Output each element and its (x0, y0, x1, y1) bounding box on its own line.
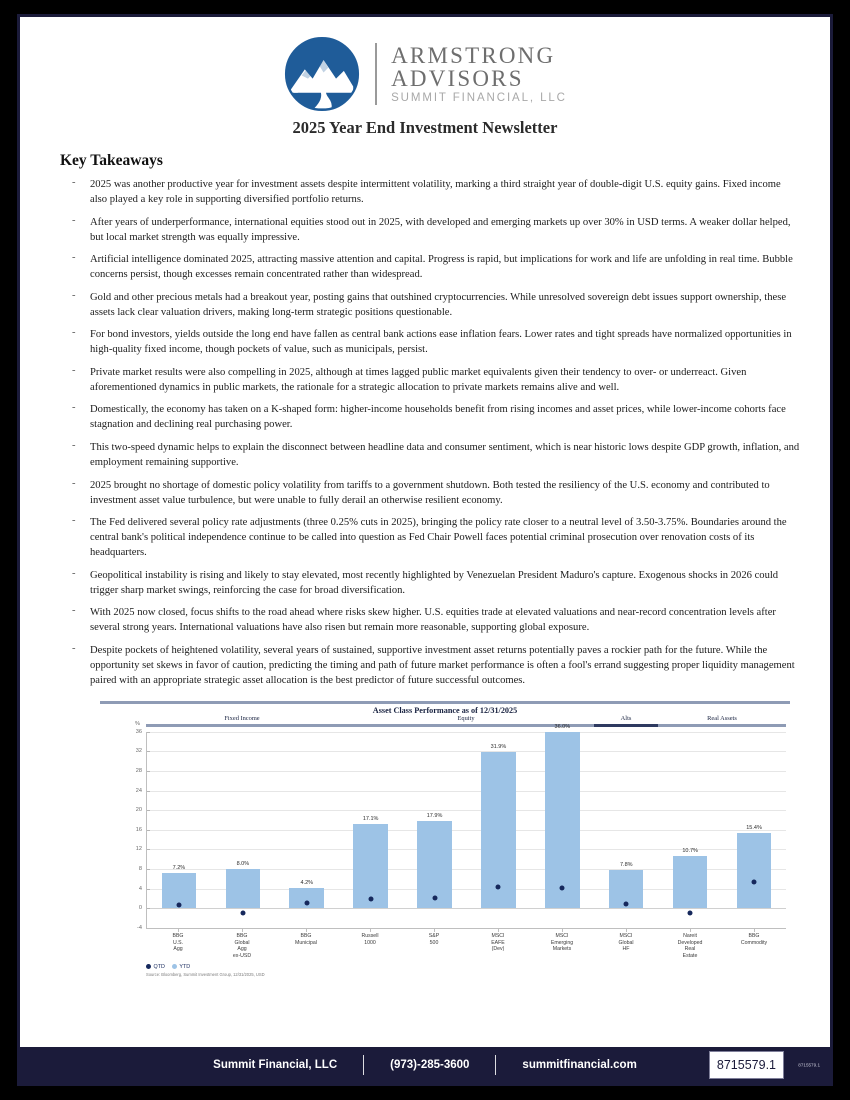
chart-x-axis-labels (146, 928, 786, 962)
takeaway-item: - Gold and other precious metals had a breakout year, posting gains that outshined cryptocurrencies. While unresolved sovereign debt issues support ownership, these assets lack clear valuation drivers, making long-term strategic positions questionable. (68, 290, 800, 320)
chart-source-note: Source: Bloomberg, Summit Investment Group, 12/31/2025, USD (146, 971, 265, 977)
takeaway-item: - 2025 was another productive year for investment assets despite intermittent volatility, marking a third straight year of double-digit U.S. equity gains. Fixed income also played a key role in supporting diversified portfolio returns. (68, 177, 800, 207)
x-axis-tick-mark (306, 929, 307, 932)
brand-line-3: SUMMIT FINANCIAL, LLC (391, 91, 567, 104)
y-axis-tick-label: 24 (136, 788, 147, 794)
chart-gridline (147, 908, 786, 909)
x-axis-category-label: MSCI Global HF (618, 932, 634, 953)
chart-gridline (147, 771, 786, 772)
chart-bar-value-label: 10.7% (682, 847, 698, 854)
takeaway-item: - With 2025 now closed, focus shifts to the road ahead where risks skew higher. U.S. equities trade at elevated valuations and near-record concentration levels after several strong years. International valuations have also risen but remain more reasonable, supporting global exposure. (68, 605, 800, 635)
footer-divider-2 (495, 1055, 496, 1075)
x-axis-category-label: S&P 500 (428, 932, 440, 946)
chart-bar-value-label: 7.2% (172, 864, 186, 871)
chart-bar-value-label: 17.9% (426, 812, 443, 819)
brand-line-2: ADVISORS (391, 65, 524, 91)
chart-group-label: Real Assets (707, 714, 737, 722)
chart-qtd-marker (432, 895, 437, 900)
chart-qtd-marker (752, 879, 757, 884)
x-axis-category-label: BBG Municipal (295, 932, 317, 946)
x-axis-tick-mark (754, 929, 755, 932)
chart-qtd-marker (240, 910, 245, 915)
legend-label-qtd: QTD (153, 963, 165, 970)
chart-group-rule (594, 724, 658, 727)
y-axis-tick-label: 20 (136, 807, 147, 813)
x-axis-tick-mark (498, 929, 499, 932)
chart-bar-value-label: 31.9% (490, 743, 507, 750)
chart-bar-value-label: 15.4% (746, 824, 762, 831)
takeaway-item: - 2025 brought no shortage of domestic policy volatility from tariffs to a government shutdown. Both tested the resiliency of the U.S. economy and contributed to investment asset value turbulence, but were unable to fully derail an otherwise resilient economy. (68, 478, 800, 508)
chart-qtd-marker (304, 900, 309, 905)
takeaway-item: - For bond investors, yields outside the long end have fallen as central bank actions ease inflation fears. Lower rates and tight spreads have normalized opportunities in high-quality fixed income, though pockets of value, such as municipals, persist. (68, 327, 800, 357)
legend-item-ytd (172, 964, 190, 970)
section-title-key-takeaways: Key Takeaways (60, 152, 163, 169)
legend-label-ytd: YTD (179, 963, 191, 970)
takeaway-item: - Artificial intelligence dominated 2025, attracting massive attention and capital. Progress is rapid, but implications for work and life are unfolding in real time. Bubble concerns persist, though excesses remain concentrated rather than widespread. (68, 252, 800, 282)
chart-group-label: Alts (620, 714, 632, 722)
chart-gridline (147, 732, 786, 733)
footer-small-code: 8715579.1 (798, 1062, 820, 1068)
chart-bar-value-label: 4.2% (300, 879, 314, 886)
y-axis-tick-label: 8 (139, 866, 147, 872)
takeaway-item: - This two-speed dynamic helps to explain the disconnect between headline data and consumer sentiment, which is near historic lows despite GDP growth, inflation, and employment remaining supportive. (68, 440, 800, 470)
y-axis-unit-label: % (135, 720, 140, 727)
takeaway-item: - Private market results were also compelling in 2025, although at times lagged public market equivalents given their tendency to over- or underreact. Given aforementioned dynamics in public markets, the rationale for a strategic allocation to private markets remains alive and well. (68, 365, 800, 395)
page-footer (20, 1047, 830, 1083)
chart-bar-value-label: 7.8% (619, 862, 633, 869)
chart-bar (737, 833, 772, 908)
chart-group-headers (146, 716, 786, 732)
brand-logo (283, 35, 567, 113)
y-axis-tick-label: 28 (136, 768, 147, 774)
x-axis-category-label: MSCI Emerging Markets (550, 932, 574, 953)
page-title: 2025 Year End Investment Newsletter (292, 118, 558, 137)
chart-group-label: Fixed Income (224, 714, 260, 722)
x-axis-category-label: BBG Global Agg ex-USD (232, 932, 252, 960)
takeaway-item: - Despite pockets of heightened volatility, several years of sustained, supportive investment asset returns potentially paves a rockier path for the future. While the opportunity set skews in favor of caution, predicting the timing and path of future market performance is often a fool's errand suggesting proper liquidity management paired with an appropriate strategic asset allocation is the best predictor of future successful outcomes. (68, 643, 800, 688)
footer-website[interactable]: summitfinancial.com (522, 1059, 637, 1071)
chart-bar-value-label: 36.0% (554, 723, 571, 730)
y-axis-tick-label: -4 (137, 925, 147, 931)
chart-group-label: Equity (457, 714, 475, 722)
y-axis-tick-label: 4 (139, 886, 147, 892)
x-axis-tick-mark (370, 929, 371, 932)
x-axis-tick-mark (178, 929, 179, 932)
chart-group-header (146, 716, 338, 727)
chart-legend (146, 964, 790, 970)
chart-qtd-marker (560, 885, 565, 890)
chart-group-header (594, 716, 658, 727)
footer-document-id: 8715579.1 (709, 1051, 784, 1079)
chart-group-rule (658, 724, 786, 727)
chart-bar-value-label: 17.1% (362, 816, 379, 823)
legend-dot-qtd-icon (146, 964, 151, 969)
chart-qtd-marker (368, 897, 373, 902)
x-axis-category-label: Russell 1000 (361, 932, 379, 946)
footer-company: Summit Financial, LLC (213, 1059, 338, 1071)
chart-group-rule (146, 724, 338, 727)
x-axis-tick-mark (690, 929, 691, 932)
x-axis-category-label: MSCI EAFE (Dev) (491, 932, 505, 953)
chart-bar-value-label: 8.0% (236, 861, 250, 868)
chart-title: Asset Class Performance as of 12/31/2025 (372, 705, 518, 715)
chart-qtd-marker (688, 910, 693, 915)
brand-line-1: ARMSTRONG (391, 42, 556, 68)
legend-item-qtd (146, 964, 165, 970)
chart-qtd-marker (496, 885, 501, 890)
chart-gridline (147, 791, 786, 792)
chart-bar (545, 732, 580, 908)
chart-group-header (658, 716, 786, 727)
takeaway-item: - After years of underperformance, international equities stood out in 2025, with developed and emerging markets up over 30% in USD terms. A weaker dollar helped, but local market strength was equally impressive. (68, 215, 800, 245)
y-axis-tick-label: 32 (136, 748, 147, 754)
chart-bar (226, 869, 261, 908)
chart-qtd-marker (176, 903, 181, 908)
x-axis-tick-mark (562, 929, 563, 932)
legend-dot-ytd-icon (172, 964, 177, 969)
takeaway-item: - The Fed delivered several policy rate adjustments (three 0.25% cuts in 2025), bringing the policy rate closer to a neutral level of 3.50-3.75%. Boundaries around the central bank's political independence continue to be called into question as Fed Chair Powell faces potential criminal prosecution over renovation costs of its headquarters. (68, 515, 800, 560)
footer-divider-1 (363, 1055, 364, 1075)
chart-qtd-marker (624, 901, 629, 906)
y-axis-tick-label: 16 (136, 827, 147, 833)
x-axis-category-label: Nareit Developed Real Estate (677, 932, 703, 960)
y-axis-tick-label: 36 (136, 729, 147, 735)
x-axis-category-label: BBG U.S. Agg (172, 932, 184, 953)
takeaway-item: - Geopolitical instability is rising and likely to stay elevated, most recently highlighted by Venezuelan President Maduro's capture. Exogenous shocks in 2026 could trigger sharp market swings, reinforcing the case for broad diversification. (68, 568, 800, 598)
chart-bar (673, 856, 708, 908)
mountain-river-logo-icon (283, 35, 361, 113)
chart-gridline (147, 751, 786, 752)
y-axis-tick-label: 0 (139, 905, 147, 911)
x-axis-category-label: BBG Commodity (740, 932, 768, 946)
logo-divider (375, 43, 377, 105)
asset-class-performance-chart (100, 701, 790, 977)
chart-gridline (147, 830, 786, 831)
newsletter-page (17, 14, 833, 1086)
document-header (42, 35, 808, 138)
key-takeaways-list (68, 177, 800, 695)
y-axis-tick-label: 12 (136, 846, 147, 852)
x-axis-tick-mark (242, 929, 243, 932)
x-axis-tick-mark (626, 929, 627, 932)
chart-plot-area (135, 720, 786, 931)
chart-gridline (147, 810, 786, 811)
footer-phone[interactable]: (973)-285-3600 (390, 1059, 470, 1071)
x-axis-tick-mark (434, 929, 435, 932)
takeaway-item: - Domestically, the economy has taken on a K-shaped form: higher-income households benefit from rising incomes and asset prices, while lower-income cohorts face stagnation and declining real purchasing power. (68, 402, 800, 432)
chart-top-rule (100, 701, 790, 704)
